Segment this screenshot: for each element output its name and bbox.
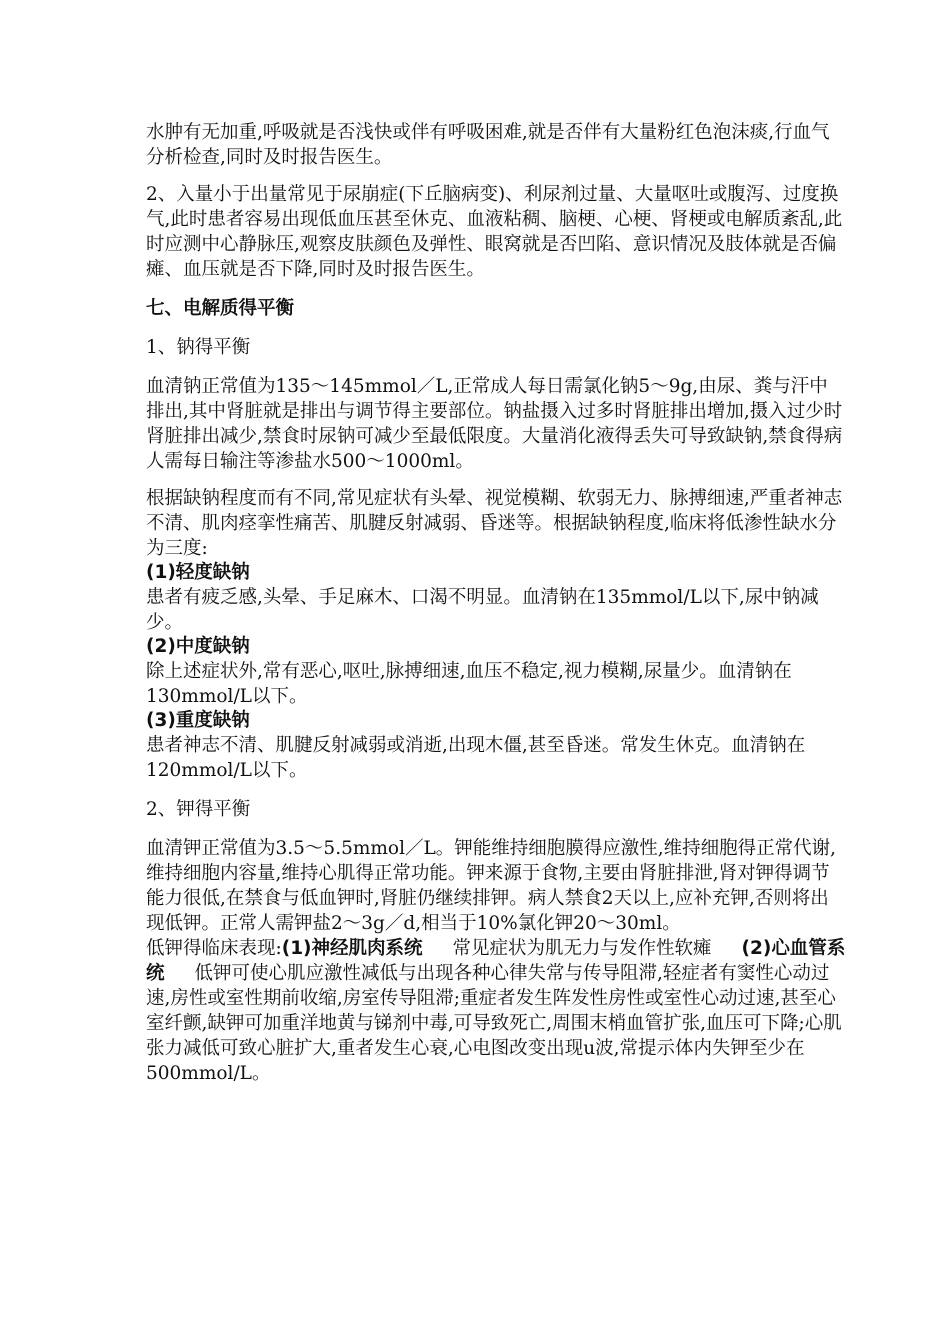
hypokalemia-lead: 低钾得临床表现: [146,938,282,959]
severe-deficiency-text: 患者神志不清、肌腱反射减弱或消逝,出现木僵,甚至昏迷。常发生休克。血清钠在120mmol/L以下。 [146,735,806,781]
paragraph-sodium-symptoms: 根据缺钠程度而有不同,常见症状有头晕、视觉模糊、软弱无力、脉搏细速,严重者神志不清、肌肉痉挛性痛苦、肌腱反射减弱、昏迷等。根据缺钠程度,临床将低渗性缺水分为三度: [146,488,843,559]
subheading-potassium: 2、钾得平衡 [146,799,251,820]
moderate-deficiency-text: 除上述症状外,常有恶心,呕吐,脉搏细速,血压不稳定,视力模糊,尿量少。血清钠在130mmol/L以下。 [146,661,792,707]
paragraph-sodium-normal: 血清钠正常值为135～145mmol／L,正常成人每日需氯化钠5～9g,由尿、粪与汗中排出,其中肾脏就是排出与调节得主要部位。钠盐摄入过多时肾脏排出增加,摄入过少时肾脏排出减少,禁食时尿钠可减少至最低限度。大量消化液得丢失可导致缺钠,禁食得病人需每日输注等渗盐水500～1000ml。 [146,376,843,472]
document-page [146,120,846,1086]
mild-deficiency-title: (1)轻度缺钠 [146,562,250,583]
mild-deficiency-text: 患者有疲乏感,头晕、手足麻木、口渴不明显。血清钠在135mmol/L以下,尿中钠减少。 [146,587,819,633]
cardiovascular-text: 低钾可使心肌应激性减低与出现各种心律失常与传导阻滞,轻症者有窦性心动过速,房性或室性期前收缩,房室传导阻滞;重症者发生阵发性房性或室性心动过速,甚至心室纤颤,缺钾可加重洋地黄与锑剂中毒,可导致死亡,周围末梢血管扩张,血压可下降;心肌张力减低可致心脏扩大,重者发生心衰,心电图改变出现u波,常提示体内失钾至少在500mmol/L。 [146,963,842,1084]
neuromuscular-text: 常见症状为肌无力与发作性软瘫 [452,938,712,959]
cardiovascular-title: (2)心血管系统 [146,938,846,984]
moderate-deficiency-title: (2)中度缺钠 [146,636,250,657]
paragraph-potassium-normal: 血清钾正常值为3.5～5.5mmol／L。钾能维持细胞膜得应激性,维持细胞得正常代谢,维持细胞内容量,维持心肌得正常功能。钾来源于食物,主要由肾脏排泄,肾对钾得调节能力很低,在禁食与低血钾时,肾脏仍继续排钾。病人禁食2天以上,应补充钾,否则将出现低钾。正常人需钾盐2～3g／d,相当于10%氯化钾20～30ml。 [146,838,837,934]
paragraph-hypokalemia [146,936,846,1086]
section-heading-electrolyte: 七、电解质得平衡 [146,298,295,319]
subheading-sodium: 1、钠得平衡 [146,337,251,358]
severe-deficiency-title: (3)重度缺钠 [146,710,250,731]
paragraph-edema: 水肿有无加重,呼吸就是否浅快或伴有呼吸困难,就是否伴有大量粉红色泡沫痰,行血气分析检查,同时及时报告医生。 [146,122,830,168]
neuromuscular-title: (1)神经肌肉系统 [281,938,423,959]
paragraph-intake-less-than-output: 2、入量小于出量常见于尿崩症(下丘脑病变)、利尿剂过量、大量呕吐或腹泻、过度换气,此时患者容易出现低血压甚至休克、血液粘稠、脑梗、心梗、肾梗或电解质紊乱,此时应测中心静脉压,观察皮肤颜色及弹性、眼窝就是否凹陷、意识情况及肢体就是否偏瘫、血压就是否下降,同时及时报告医生。 [146,184,843,280]
